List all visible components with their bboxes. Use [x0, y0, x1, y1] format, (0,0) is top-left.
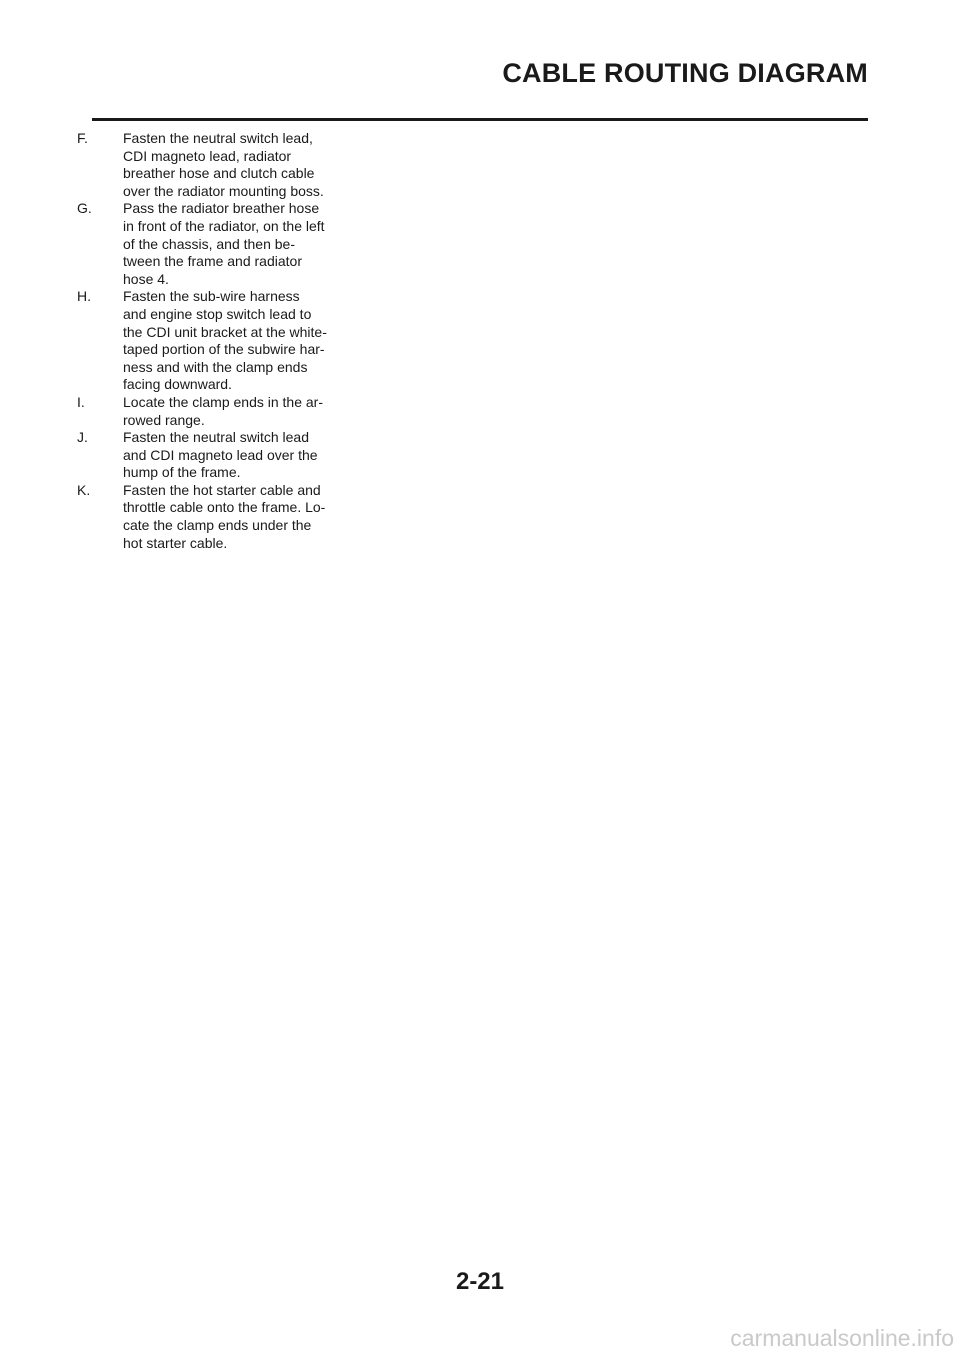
instruction-item [77, 482, 339, 552]
instruction-line: breather hose and clutch cable [123, 165, 315, 182]
instruction-text [123, 482, 339, 552]
title-rule [92, 118, 868, 121]
instruction-text [123, 130, 339, 200]
instruction-text [123, 429, 339, 482]
instruction-letter: G. [77, 200, 92, 217]
instruction-line: hose 4. [123, 270, 169, 287]
instruction-line: hump of the frame. [123, 464, 241, 481]
instruction-line: over the radiator mounting boss. [123, 182, 324, 199]
instruction-letter: H. [77, 288, 91, 305]
instruction-item [77, 288, 339, 394]
instruction-line: and CDI magneto lead over the [123, 446, 318, 463]
instruction-item [77, 130, 339, 200]
instruction-list [77, 130, 339, 552]
instruction-line: facing downward. [123, 376, 232, 393]
instruction-line: hot starter cable. [123, 534, 228, 551]
instruction-line: rowed range. [123, 411, 205, 428]
instruction-item [77, 200, 339, 288]
instruction-letter: J. [77, 429, 88, 446]
instruction-line: Fasten the neutral switch lead, [123, 130, 313, 146]
instruction-item [77, 394, 339, 429]
instruction-line: Pass the radiator breather hose [123, 200, 320, 217]
instruction-line: cate the clamp ends under the [123, 517, 312, 534]
instruction-line: taped portion of the subwire har- [123, 341, 325, 358]
instruction-line: CDI magneto lead, radiator [123, 147, 292, 164]
instruction-text [123, 288, 339, 394]
instruction-line: in front of the radiator, on the left [123, 217, 325, 234]
instruction-line: throttle cable onto the frame. Lo- [123, 499, 326, 516]
instruction-letter: F. [77, 130, 88, 146]
instruction-line: ness and with the clamp ends [123, 358, 308, 375]
instruction-letter: I. [77, 393, 85, 410]
page-number: 2-21 [455, 1268, 505, 1295]
instruction-text [123, 200, 339, 288]
instruction-item [77, 429, 339, 482]
watermark: carmanualsonline.info [730, 1325, 954, 1351]
instruction-text [123, 394, 339, 429]
instruction-line: Fasten the sub-wire harness [123, 288, 300, 305]
instruction-letter: K. [77, 481, 91, 498]
instruction-line: Locate the clamp ends in the ar- [123, 393, 324, 410]
instruction-line: of the chassis, and then be- [123, 235, 295, 252]
instruction-line: Fasten the neutral switch lead [123, 429, 309, 446]
instruction-line: and engine stop switch lead to [123, 305, 312, 322]
instruction-line: the CDI unit bracket at the white- [123, 323, 327, 340]
page-title: CABLE ROUTING DIAGRAM [502, 58, 868, 88]
instruction-line: Fasten the hot starter cable and [123, 481, 321, 498]
instruction-line: tween the frame and radiator [123, 253, 302, 270]
